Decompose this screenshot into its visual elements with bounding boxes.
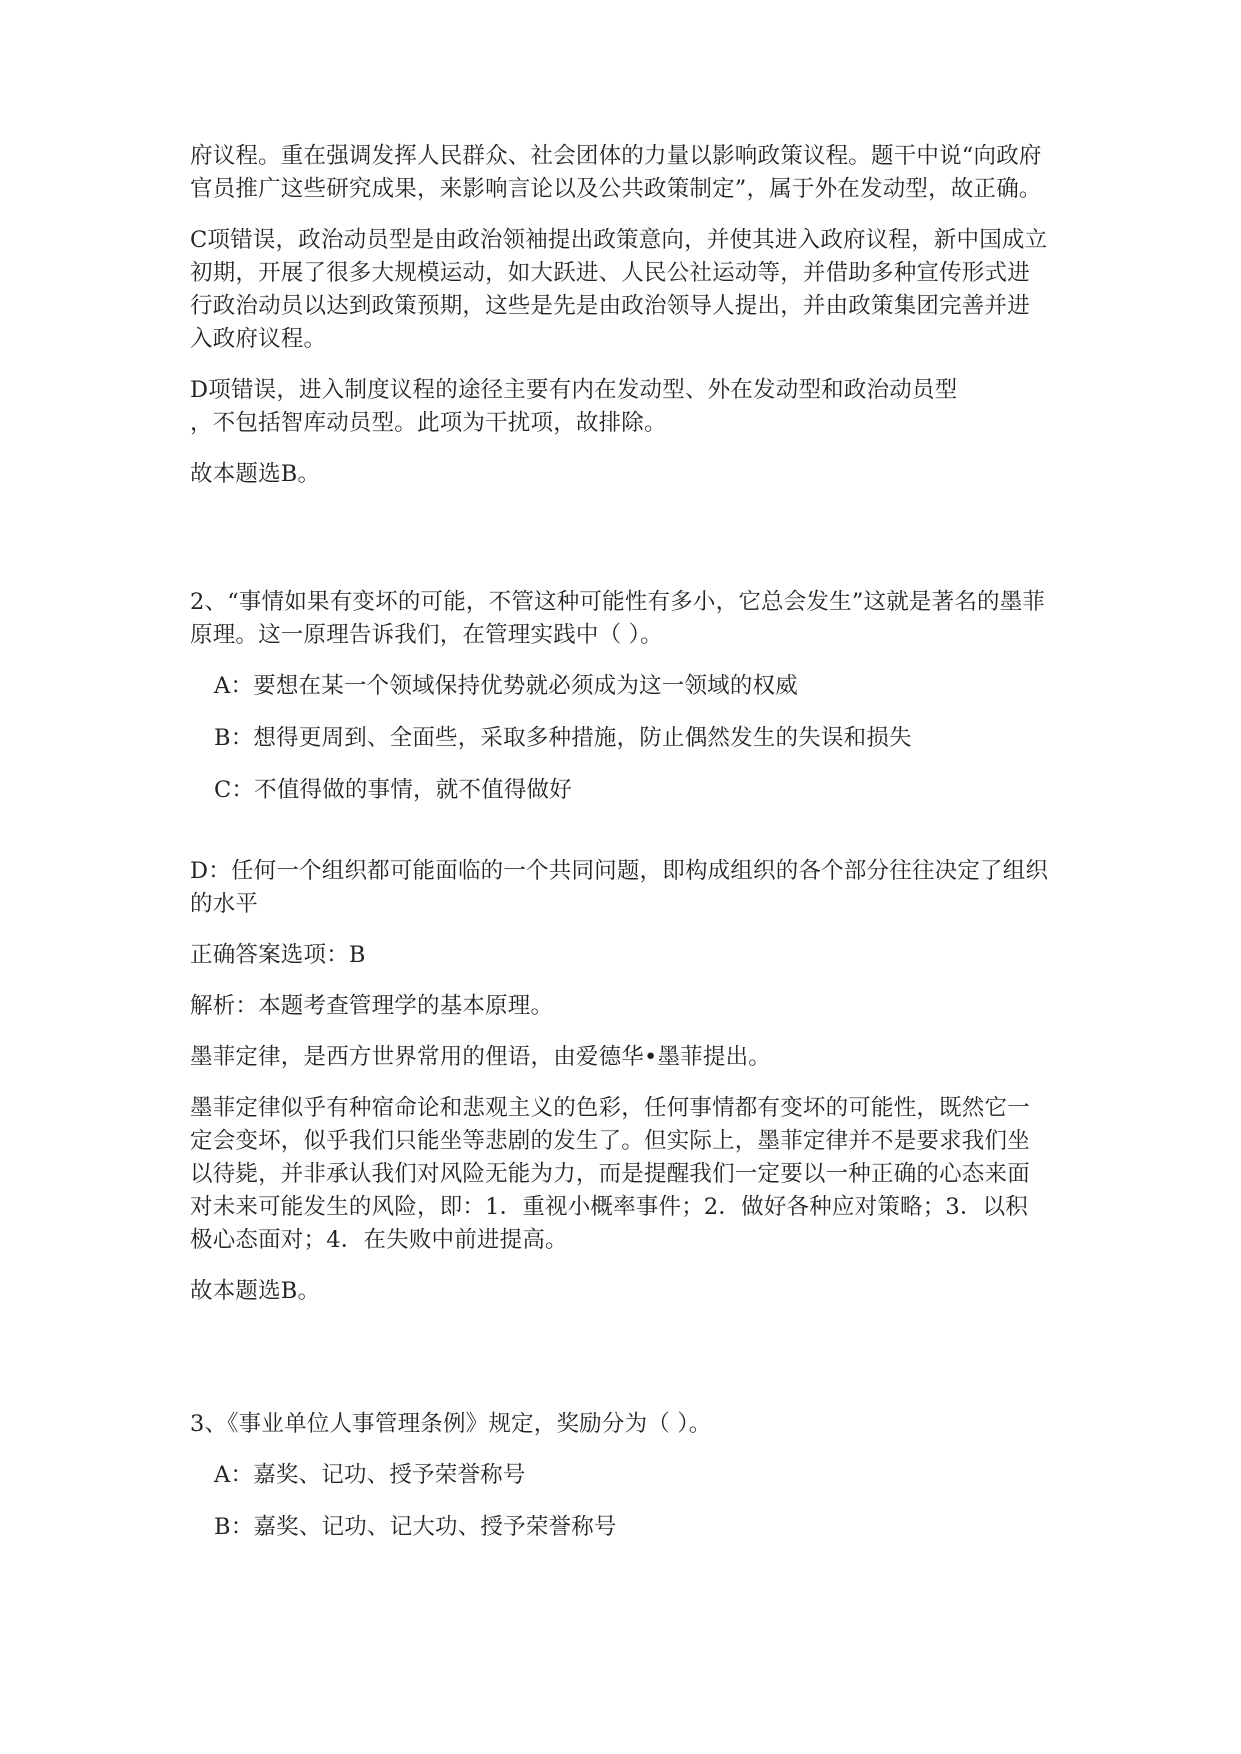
q3-option-a: A：嘉奖、记功、授予荣誉称号 <box>214 1462 526 1488</box>
q1-explanation-paragraph: 府议程。重在强调发挥人民群众、社会团体的力量以影响政策议程。题干中说“向政府官员推广这些研究成果，来影响言论以及公共政策制定”，属于外在发动型，故正确。 <box>190 143 1042 202</box>
q1-option-d-line-2: ，不包括智库动员型。此项为干扰项，故排除。 <box>190 410 667 436</box>
q1-option-d-explanation <box>190 374 1050 440</box>
q2-answer: 正确答案选项：B <box>190 942 366 968</box>
q1-option-d-line-1: D项错误，进入制度议程的途径主要有内在发动型、外在发动型和政治动员型 <box>190 377 958 403</box>
q1-option-c-explanation: C项错误，政治动员型是由政治领袖提出政策意向，并使其进入政府议程，新中国成立初期，开展了很多大规模运动，如大跃进、人民公社运动等，并借助多种宣传形式进行政治动员以达到政策预期，这些是先是由政治领导人提出，并由政策集团完善并进入政府议程。 <box>190 227 1048 352</box>
q2-analysis: 解析：本题考查管理学的基本原理。 <box>190 993 554 1019</box>
q2-option-a: A：要想在某一个领域保持优势就必须成为这一领域的权威 <box>214 673 798 699</box>
q2-conclusion: 故本题选B。 <box>190 1278 321 1304</box>
q2-option-d: D：任何一个组织都可能面临的一个共同问题，即构成组织的各个部分往往决定了组织的水平 <box>190 858 1049 917</box>
q2-explanation-1: 墨菲定律，是西方世界常用的俚语，由爱德华•墨菲提出。 <box>190 1044 771 1070</box>
q1-conclusion: 故本题选B。 <box>190 461 321 487</box>
q3-stem: 3、《事业单位人事管理条例》规定，奖励分为（ ）。 <box>190 1411 712 1437</box>
q3-option-b: B：嘉奖、记功、记大功、授予荣誉称号 <box>214 1514 617 1540</box>
q2-explanation-2: 墨菲定律似乎有种宿命论和悲观主义的色彩，任何事情都有变坏的可能性，既然它一定会变坏，似乎我们只能坐等悲剧的发生了。但实际上，墨菲定律并不是要求我们坐以待毙，并非承认我们对风险无能为力，而是提醒我们一定要以一种正确的心态来面对未来可能发生的风险，即：1．重视小概率事件；2．做好各种应对策略；3．以积极心态面对；4．在失败中前进提高。 <box>190 1095 1030 1253</box>
q2-option-c: C：不值得做的事情，就不值得做好 <box>214 777 572 803</box>
q2-option-b: B：想得更周到、全面些，采取多种措施，防止偶然发生的失误和损失 <box>214 725 912 751</box>
document-body <box>190 140 1050 1544</box>
q2-stem: 2、“事情如果有变坏的可能，不管这种可能性有多小，它总会发生”这就是著名的墨菲原理。这一原理告诉我们，在管理实践中（ ）。 <box>190 589 1046 648</box>
